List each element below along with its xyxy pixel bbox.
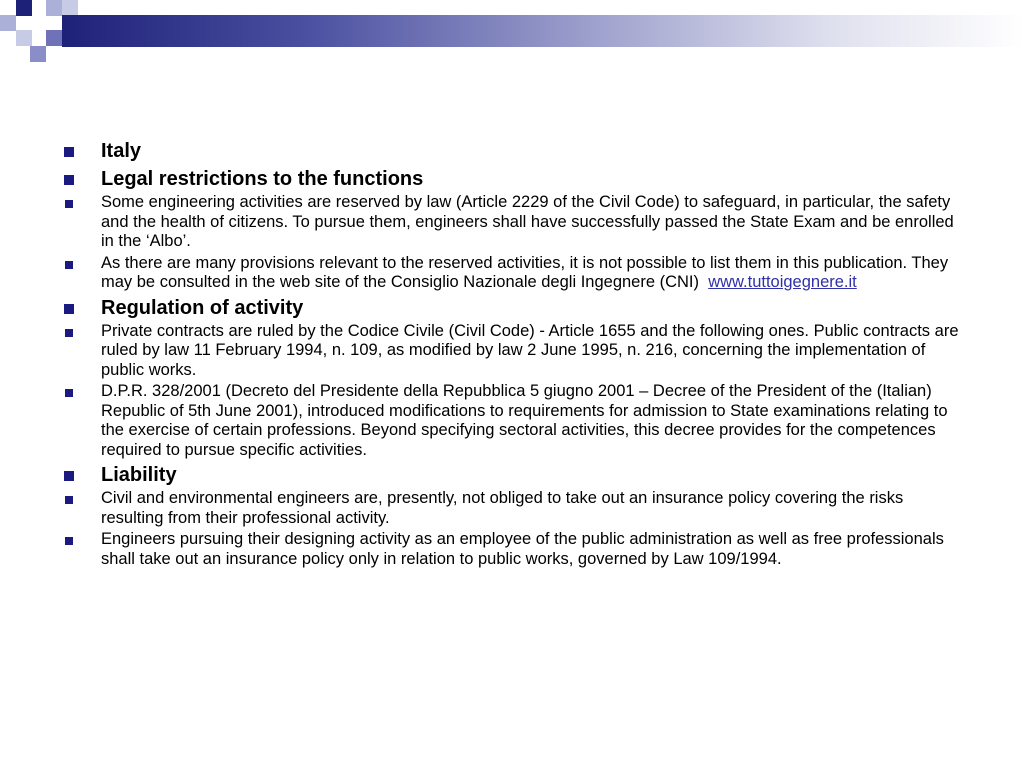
decor-square [46,0,62,16]
decor-square [0,15,16,31]
decor-square [16,0,32,16]
square-bullet-icon [65,200,73,208]
heading-text: Liability [101,464,177,486]
decor-square [46,30,62,46]
decor-square [16,30,32,46]
bullet-paragraph [62,322,968,381]
header-gradient-bar [62,15,1024,47]
square-bullet-icon [64,304,74,314]
decor-square [30,46,46,62]
square-bullet-icon [65,389,73,397]
section-heading [62,295,968,321]
section-heading [62,462,968,488]
bullet-paragraph [62,254,968,293]
bullet-paragraph [62,489,968,528]
slide-content [62,136,968,571]
section-heading [62,166,968,192]
square-bullet-icon [65,329,73,337]
slide-header-decoration [0,0,1024,64]
paragraph-text: Private contracts are ruled by the Codice Civile (Civil Code) - Article 1655 and the following ones. Public contracts are ruled by law 11 February 1994, n. 109, as modified by law 2 June 1995, n. 216, concerning the implementation of public works. [101,321,959,379]
square-bullet-icon [65,537,73,545]
bullet-paragraph [62,530,968,569]
square-bullet-icon [65,496,73,504]
paragraph-text: Some engineering activities are reserved by law (Article 2229 of the Civil Code) to safeguard, in particular, the safety and the health of citizens. To pursue them, engineers shall have successfully passed the State Exam and be enrolled in the ‘Albo’. [101,193,954,250]
square-bullet-icon [64,471,74,481]
square-bullet-icon [64,147,74,157]
paragraph-text: D.P.R. 328/2001 (Decreto del Presidente della Repubblica 5 giugno 2001 – Decree of the President of the (Italian) Republic of 5th June 2001), introduced modifications to requirements for admission to State examinations relating to the exercise of certain professions. Beyond specifying sectoral activities, this decree provides for the competences required to pursue specific activities. [101,382,948,459]
heading-text: Italy [101,140,142,162]
heading-text: Legal restrictions to the functions [101,168,424,190]
heading-text: Regulation of activity [101,296,304,319]
section-heading [62,138,968,164]
square-bullet-icon [64,175,74,185]
bullet-paragraph [62,382,968,460]
square-bullet-icon [65,261,73,269]
paragraph-text: As there are many provisions relevant to the reserved activities, it is not possible to list them in this publication. They may be consulted in the web site of the Consiglio Nazionale degli Ingegnere (CNI) [101,253,949,291]
cni-website-link[interactable]: www.tuttoigegnere.it [708,273,857,291]
paragraph-text: Engineers pursuing their designing activity as an employee of the public administration as well as free professionals shall take out an insurance policy only in relation to public works, governed by Law 109/1994. [101,530,944,568]
paragraph-text: Civil and environmental engineers are, presently, not obliged to take out an insurance policy covering the risks resulting from their professional activity. [101,489,904,527]
decor-square [62,0,78,16]
bullet-paragraph [62,193,968,252]
